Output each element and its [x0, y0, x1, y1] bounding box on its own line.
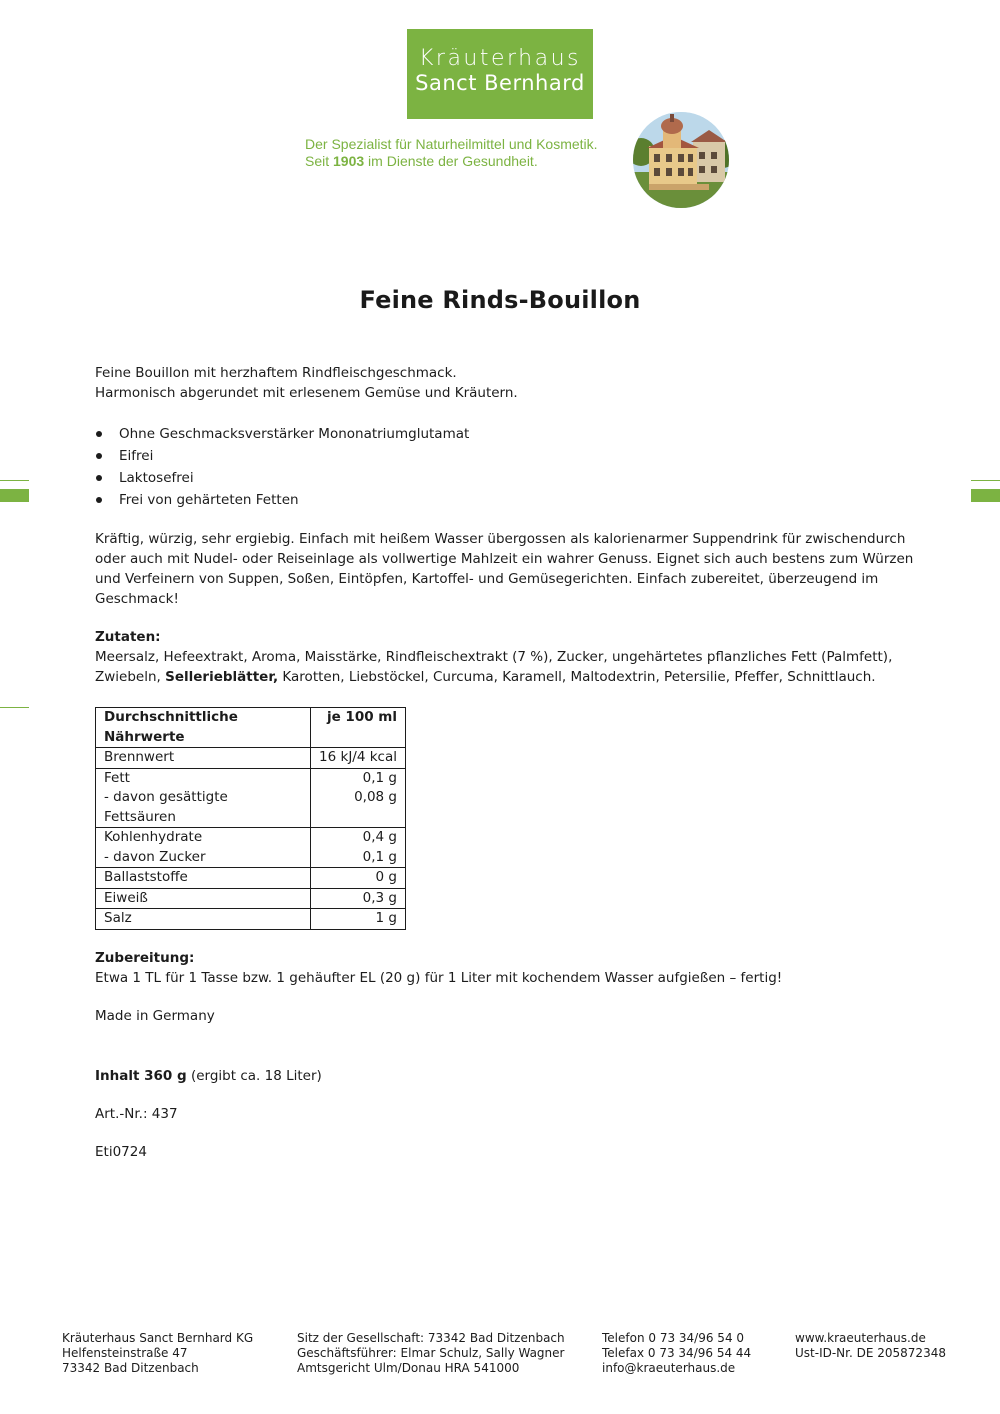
fold-mark-right-line — [971, 480, 1000, 481]
nutrient-main-value: 0,4 g — [362, 829, 397, 845]
nutrient-label: Brennwert — [96, 748, 311, 769]
nutrient-value: 0 g — [311, 868, 406, 889]
origin-text: Made in Germany — [95, 1007, 215, 1024]
nutrient-sub-label: - davon gesättigte Fettsäuren — [104, 789, 228, 825]
list-item: Eifrei — [95, 445, 915, 467]
footer-phone: Telefon 0 73 34/96 54 0 — [602, 1331, 745, 1345]
article-number: Art.-Nr.: 437 — [95, 1105, 178, 1122]
intro-line-1: Feine Bouillon mit herzhaftem Rindfleischgeschmack. — [95, 365, 457, 381]
nutrient-value — [311, 768, 406, 828]
list-item: Frei von gehärteten Fetten — [95, 489, 915, 511]
content-amount: Inhalt 360 g — [95, 1067, 187, 1084]
product-title: Feine Rinds-Bouillon — [359, 286, 641, 314]
logo-line-1: Kräuterhaus — [418, 46, 582, 71]
tagline-year: 1903 — [333, 153, 365, 169]
tagline — [305, 136, 598, 170]
nutrient-value: 0,3 g — [311, 888, 406, 909]
table-row — [96, 748, 406, 769]
product-content — [95, 363, 915, 1162]
nutrient-label: Salz — [96, 909, 311, 930]
footer-line: Amtsgericht Ulm/Donau HRA 541000 — [297, 1361, 520, 1375]
ingredients-heading: Zutaten: — [95, 629, 161, 645]
footer-contact — [602, 1331, 751, 1376]
feature-list — [95, 423, 915, 511]
footer-fax: Telefax 0 73 34/96 54 44 — [602, 1346, 752, 1360]
list-item: Ohne Geschmacksverstärker Mononatriumglutamat — [95, 423, 915, 445]
content-info — [95, 1066, 915, 1086]
ingredients-text-pre: Meersalz, Hefeextrakt, Aroma, Maisstärke, Rindfleischextrakt (7 %), Zucker, ungehärtetes pflanzliches Fett (Palmfett), Zwiebeln, — [95, 649, 893, 685]
footer-line: 73342 Bad Ditzenbach — [62, 1361, 199, 1375]
footer-email: info@kraeuterhaus.de — [602, 1361, 736, 1375]
list-item: Laktosefrei — [95, 467, 915, 489]
nutrient-sub-value: 0,1 g — [362, 848, 397, 865]
intro-text — [95, 363, 915, 403]
footer-legal — [297, 1331, 565, 1376]
building-photo — [633, 112, 729, 208]
nutrient-sub-label: - davon Zucker — [104, 848, 206, 865]
fold-mark-left-line — [0, 480, 29, 481]
nutrient-label — [96, 768, 311, 828]
footer-web — [795, 1331, 946, 1361]
nutrient-label: Ballaststoffe — [96, 868, 311, 889]
footer-line: Geschäftsführer: Elmar Schulz, Sally Wagner — [297, 1346, 565, 1360]
ingredients-text — [95, 647, 915, 687]
tagline-line-1: Der Spezialist für Naturheilmittel und Kosmetik. — [305, 136, 598, 152]
label-code: Eti0724 — [95, 1143, 147, 1160]
table-row — [96, 909, 406, 930]
table-row — [96, 868, 406, 889]
table-row — [96, 768, 406, 828]
nutrient-value — [311, 828, 406, 868]
preparation-heading: Zubereitung: — [95, 949, 195, 966]
brand-logo — [407, 29, 593, 119]
nutrition-header-value: je 100 ml — [311, 708, 406, 748]
table-row — [96, 888, 406, 909]
tagline-post: im Dienste der Gesundheit. — [364, 153, 538, 169]
nutrition-header-label: Durchschnittliche Nährwerte — [96, 708, 311, 748]
nutrient-main-label: Kohlenhydrate — [104, 829, 203, 845]
logo-line-2: Sanct Bernhard — [415, 71, 585, 95]
ingredients-text-post: Karotten, Liebstöckel, Curcuma, Karamell, Maltodextrin, Petersilie, Pfeffer, Schnittlauch. — [278, 669, 876, 685]
allergen-highlight: Sellerieblätter, — [165, 669, 279, 685]
preparation-text: Etwa 1 TL für 1 Tasse bzw. 1 gehäufter EL (20 g) für 1 Liter mit kochendem Wasser aufgießen – fertig! — [95, 969, 783, 986]
content-yield: (ergibt ca. 18 Liter) — [186, 1067, 322, 1084]
footer-company — [62, 1331, 253, 1376]
nutrient-value: 16 kJ/4 kcal — [311, 748, 406, 769]
table-header-row — [96, 708, 406, 748]
tagline-pre: Seit — [305, 153, 334, 169]
building-illustration — [633, 112, 729, 208]
fold-mark-right-bar — [971, 489, 1000, 502]
nutrition-table — [95, 707, 406, 930]
nutrient-label: Eiweiß — [96, 888, 311, 909]
nutrient-value: 1 g — [311, 909, 406, 930]
nutrient-main-value: 0,1 g — [362, 769, 397, 786]
footer-line: Kräuterhaus Sanct Bernhard KG — [62, 1331, 254, 1345]
intro-line-2: Harmonisch abgerundet mit erlesenem Gemüse und Kräutern. — [95, 385, 518, 401]
nutrient-label — [96, 828, 311, 868]
table-row — [96, 828, 406, 868]
description-text: Kräftig, würzig, sehr ergiebig. Einfach mit heißem Wasser übergossen als kalorienarmer Suppendrink für zwischendurch oder auch mit Nudel- oder Reiseinlage als vollwertige Mahlzeit ein wahrer Genuss. Eignet sich auch bestens zum Würzen und Verfeinern von Suppen, Soßen, Eintöpfen, Kartoffel- und Gemüsegerichten. Einfach zubereitet, überzeugend im Geschmack! — [95, 531, 914, 607]
tagline-line-2 — [305, 153, 598, 170]
fold-mark-left-bar — [0, 489, 29, 502]
punch-mark-left — [0, 707, 29, 708]
footer-line: Sitz der Gesellschaft: 73342 Bad Ditzenbach — [297, 1331, 565, 1345]
footer-vat-id: Ust-ID-Nr. DE 205872348 — [795, 1346, 946, 1360]
footer-website: www.kraeuterhaus.de — [795, 1331, 926, 1345]
nutrient-sub-value: 0,08 g — [354, 789, 397, 805]
footer-line: Helfensteinstraße 47 — [62, 1346, 188, 1360]
nutrient-main-label: Fett — [104, 769, 130, 786]
